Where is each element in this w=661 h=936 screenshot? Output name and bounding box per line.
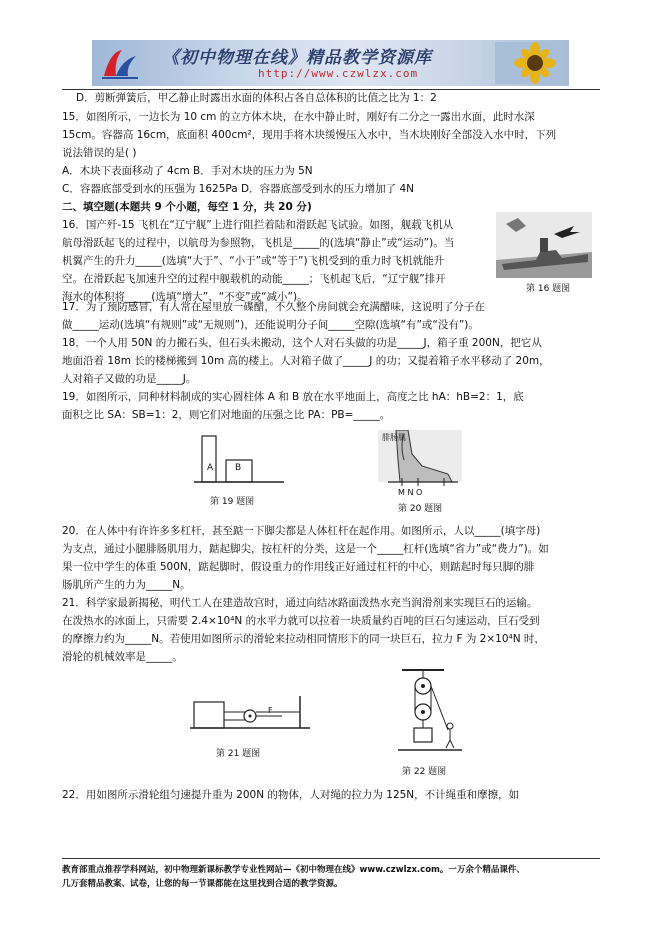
fig19-label-a: A: [207, 463, 214, 473]
footer-rule: [62, 858, 600, 859]
fig19-label-b: B: [235, 463, 242, 473]
banner-title: 《初中物理在线》精品教学资源库: [162, 48, 432, 68]
footer-line-2: 几万套精品教案、试卷，让您的每一节课都能在这里找到合适的教学资源。: [62, 879, 343, 889]
header-rule: [62, 89, 600, 90]
q20-line-3: 果一位中学生的体重 500N，踮起脚时，假设重力的作用线正好通过杠杆的中心，则踮起时每只脚的腓: [62, 561, 535, 573]
q16-line-5: 海水的体积将_____(选填“增大”、“不变”或“减小”)。: [62, 291, 308, 303]
q22-line-1: 22．用如图所示滑轮组匀速提升重为 200N 的物体，人对绳的拉力为 125N，不计绳重和摩擦，如: [62, 789, 520, 801]
q18-line-2: 地面沿着 18m 长的楼梯搬到 10m 高的楼上。人对箱子做了_____J 的功；又提着箱子水平移动了 20m，: [62, 355, 550, 367]
fig21-pulley-block-diagram: [190, 692, 322, 734]
q20-line-1: 20．在人体中有许许多多杠杆，甚至踮一下脚尖都是人体杠杆在起作用。如图所示，人以_____(填字母): [62, 525, 541, 537]
q17-line-1: 17．为了预防感冒，有人常在屋里放一碟醋，不久整个房间就会充满醋味，这说明了分子在: [62, 301, 485, 313]
option-d-line: D．剪断弹簧后，甲乙静止时露出水面的体积占各自总体积的比值之比为 1：2: [76, 92, 437, 104]
fig22-caption: 第 22 题图: [402, 767, 447, 777]
q18-line-3: 人对箱子又做的功是_____J。: [62, 373, 197, 385]
q16-line-2: 航母滑跃起飞的过程中，以航母为参照物，飞机是_____的(选填“静止”或“运动”)。当: [62, 237, 455, 249]
q16-line-4: 空。在滑跃起飞加速升空的过程中舰载机的动能_____；飞机起飞后，“辽宁舰”排开: [62, 273, 446, 285]
fig19-caption: 第 19 题图: [210, 497, 255, 507]
fig21-caption: 第 21 题图: [216, 749, 261, 759]
q15-option-cd: C．容器底部受到水的压强为 1625Pa D．容器底部受到水的压力增加了 4N: [62, 183, 414, 195]
q16-line-1: 16．国产歼-15 飞机在“辽宁舰”上进行阻拦着陆和滑跃起飞试验。如图，舰载飞机从: [62, 219, 454, 231]
q19-line-2: 面积之比 SA：SB=1：2，则它们对地面的压强之比 PA：PB=_____。: [62, 409, 391, 421]
header-banner: [92, 40, 569, 86]
q16-line-3: 机翼产生的升力_____(选填“大于”、“小于”或“等于”)飞机受到的重力时飞机就能升: [62, 255, 445, 267]
q18-line-1: 18．一个人用 50N 的力搬石头，但石头未搬动，这个人对石头做的功是_____J，箱子重 200N，把它从: [62, 337, 542, 349]
fig20-muscle-label: 腓肠肌: [382, 433, 406, 442]
q21-line-1: 21．科学家最新揭秘，明代工人在建造故宫时，通过向结冰路面泼热水充当润滑剂来实现巨石的运输。: [62, 597, 538, 609]
fig16-aircraft-carrier-image: [496, 212, 592, 278]
sunflower-icon: [495, 42, 565, 84]
q15-line-2: 15cm。容器高 16cm，底面积 400cm²，现用手将木块缓慢压入水中，当木块刚好全部没入水中时，下列: [62, 129, 557, 141]
q21-line-2: 在泼热水的冰面上，只需要 2.4×10⁴N 的水平力就可以拉着一块质量约百吨的巨石匀速运动，巨石受到: [62, 615, 540, 627]
fig20-point-labels: M N O: [398, 488, 423, 497]
section-heading: 二、填空题(本题共 9 个小题，每空 1 分，共 20 分): [62, 201, 312, 213]
q19-line-1: 19．如图所示，同种材料制成的实心圆柱体 A 和 B 放在水平地面上，高度之比 hA：hB=2：1，底: [62, 391, 524, 403]
fig16-caption: 第 16 题图: [526, 284, 571, 294]
fig20-caption: 第 20 题图: [398, 504, 443, 514]
fig19-cylinders-diagram: [194, 430, 284, 486]
q17-line-2: 做_____运动(选填“有规则”或“无规则”)，还能说明分子间_____空隙(选填“有”或“没有”)。: [62, 319, 479, 331]
fig22-pulley-system-diagram: [398, 666, 462, 756]
q20-line-2: 为支点，通过小腿腓肠肌用力，踮起脚尖，按杠杆的分类，这是一个_____杠杆(选填“省力”或“费力”)。如: [62, 543, 549, 555]
site-logo-icon: [100, 46, 140, 82]
q15-line-1: 15．如图所示，一边长为 10 cm 的立方体木块，在水中静止时，刚好有二分之一露出水面，此时水深: [62, 111, 535, 123]
banner-url[interactable]: http://www.czwlzx.com: [258, 67, 419, 80]
q15-option-ab: A．木块下表面移动了 4cm B．手对木块的压力为 5N: [62, 165, 313, 177]
footer-line-1: 教育部重点推荐学科网站，初中物理新课标教学专业性网站—《初中物理在线》www.czwlzx.com。一万余个精品课件、: [62, 865, 525, 875]
q21-line-3: 的摩擦力约为_____N。若使用如图所示的滑轮来拉动相同情形下的同一块巨石，拉力 F 为 2×10⁴N 时，: [62, 633, 545, 645]
q21-line-4: 滑轮的机械效率是_____。: [62, 651, 183, 663]
fig21-force-label: F: [268, 706, 273, 715]
q20-line-4: 肠肌所产生的力为_____N。: [62, 579, 191, 591]
q15-line-3: 说法错误的是( ): [62, 147, 137, 159]
